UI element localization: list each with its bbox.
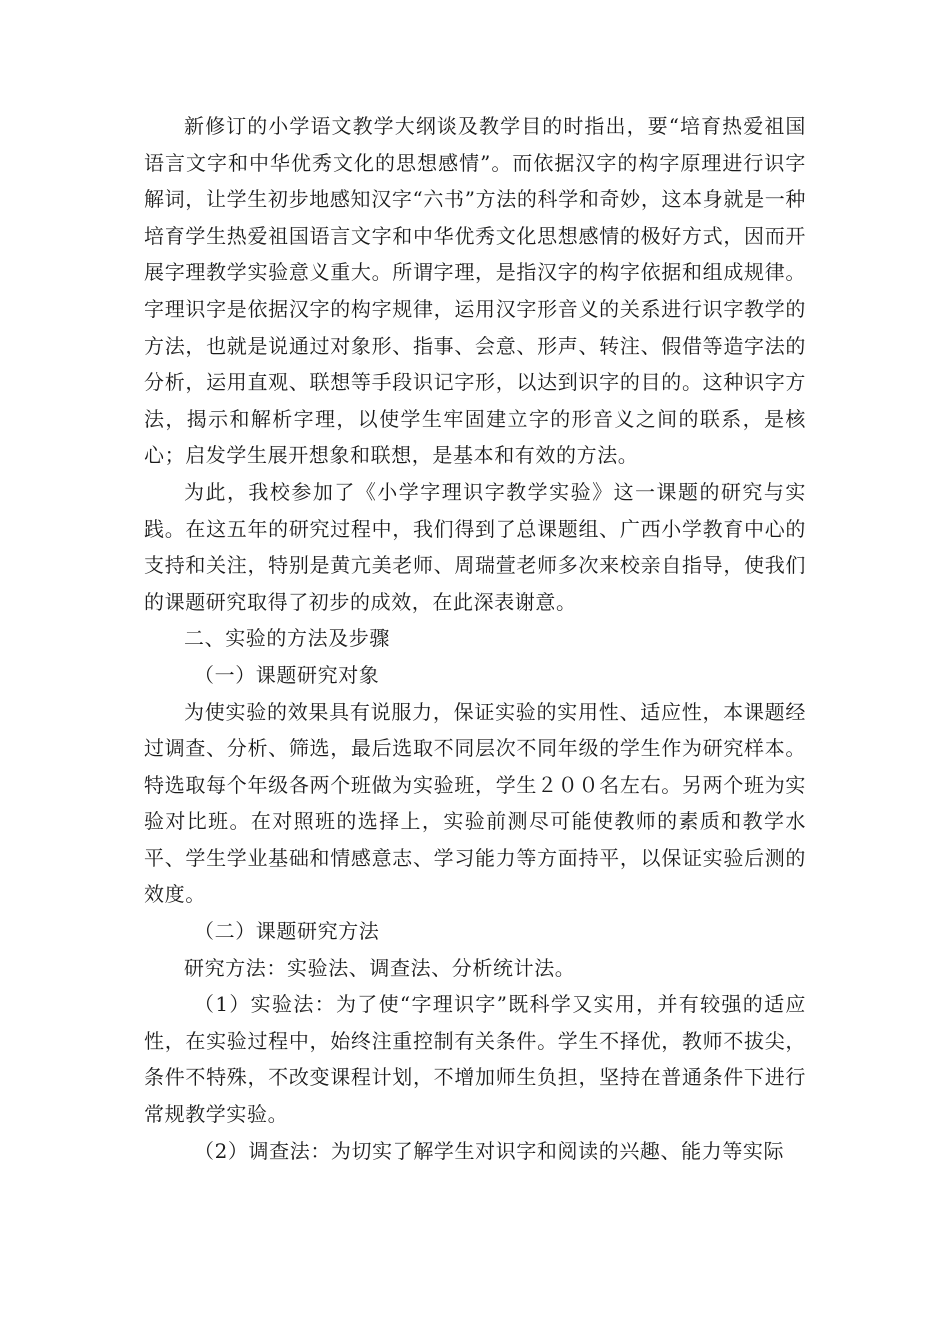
subsection-heading-research-methods: （二）课题研究方法 <box>194 919 380 944</box>
paragraph-subjects: 为使实验的效果具有说服力，保证实验的实用性、适应性，本课题经过调查、分析、筛选，最后选取不同层次不同年级的学生作为研究样本。特选取每个年级各两个班做为实验班，学生２００名左右。另两个班为实验对比班。在对照班的选择上，实验前测尽可能使教师的素质和教学水平、学生学业基础和情感意志、学习能力等方面持平，以保证实验后测的效度。 <box>144 699 806 907</box>
section-heading-methods: 二、实验的方法及步骤 <box>184 626 390 651</box>
paragraph-intro: 新修订的小学语文教学大纲谈及教学目的时指出，要“培育热爱祖国语言文字和中华优秀文化的思想感情”。而依据汉字的构字原理进行识字解词，让学生初步地感知汉字“六书”方法的科学和奇妙，这本身就是一种培育学生热爱祖国语言文字和中华优秀文化思想感情的极好方式，因而开展字理教学实验意义重大。所谓字理，是指汉字的构字依据和组成规律。字理识字是依据汉字的构字规律，运用汉字形音义的关系进行识字教学的方法，也就是说通过对象形、指事、会意、形声、转注、假借等造字法的分析，运用直观、联想等手段识记字形，以达到识字的目的。这种识字方法，揭示和解析字理，以使学生牢固建立字的形音义之间的联系，是核心；启发学生展开想象和联想，是基本和有效的方法。 <box>144 114 806 468</box>
subsection-heading-subjects: （一）课题研究对象 <box>194 662 380 687</box>
document-body <box>144 108 806 1169</box>
paragraph-survey-method: （2）调查法：为切实了解学生对识字和阅读的兴趣、能力等实际 <box>194 1138 785 1163</box>
paragraph-experiment-method: （1）实验法：为了使“字理识字”既科学又实用，并有较强的适应性，在实验过程中，始终注重控制有关条件。学生不择优，教师不拔尖，条件不特殊，不改变课程计划，不增加师生负担，坚持在普通条件下进行常规教学实验。 <box>144 992 806 1127</box>
paragraph-method-list: 研究方法：实验法、调查法、分析统计法。 <box>184 955 576 980</box>
paragraph-participation: 为此，我校参加了《小学字理识字教学实验》这一课题的研究与实践。在这五年的研究过程中，我们得到了总课题组、广西小学教育中心的支持和关注，特别是黄亢美老师、周瑞萱老师多次来校亲自指导，使我们的课题研究取得了初步的成效，在此深表谢意。 <box>144 479 806 614</box>
